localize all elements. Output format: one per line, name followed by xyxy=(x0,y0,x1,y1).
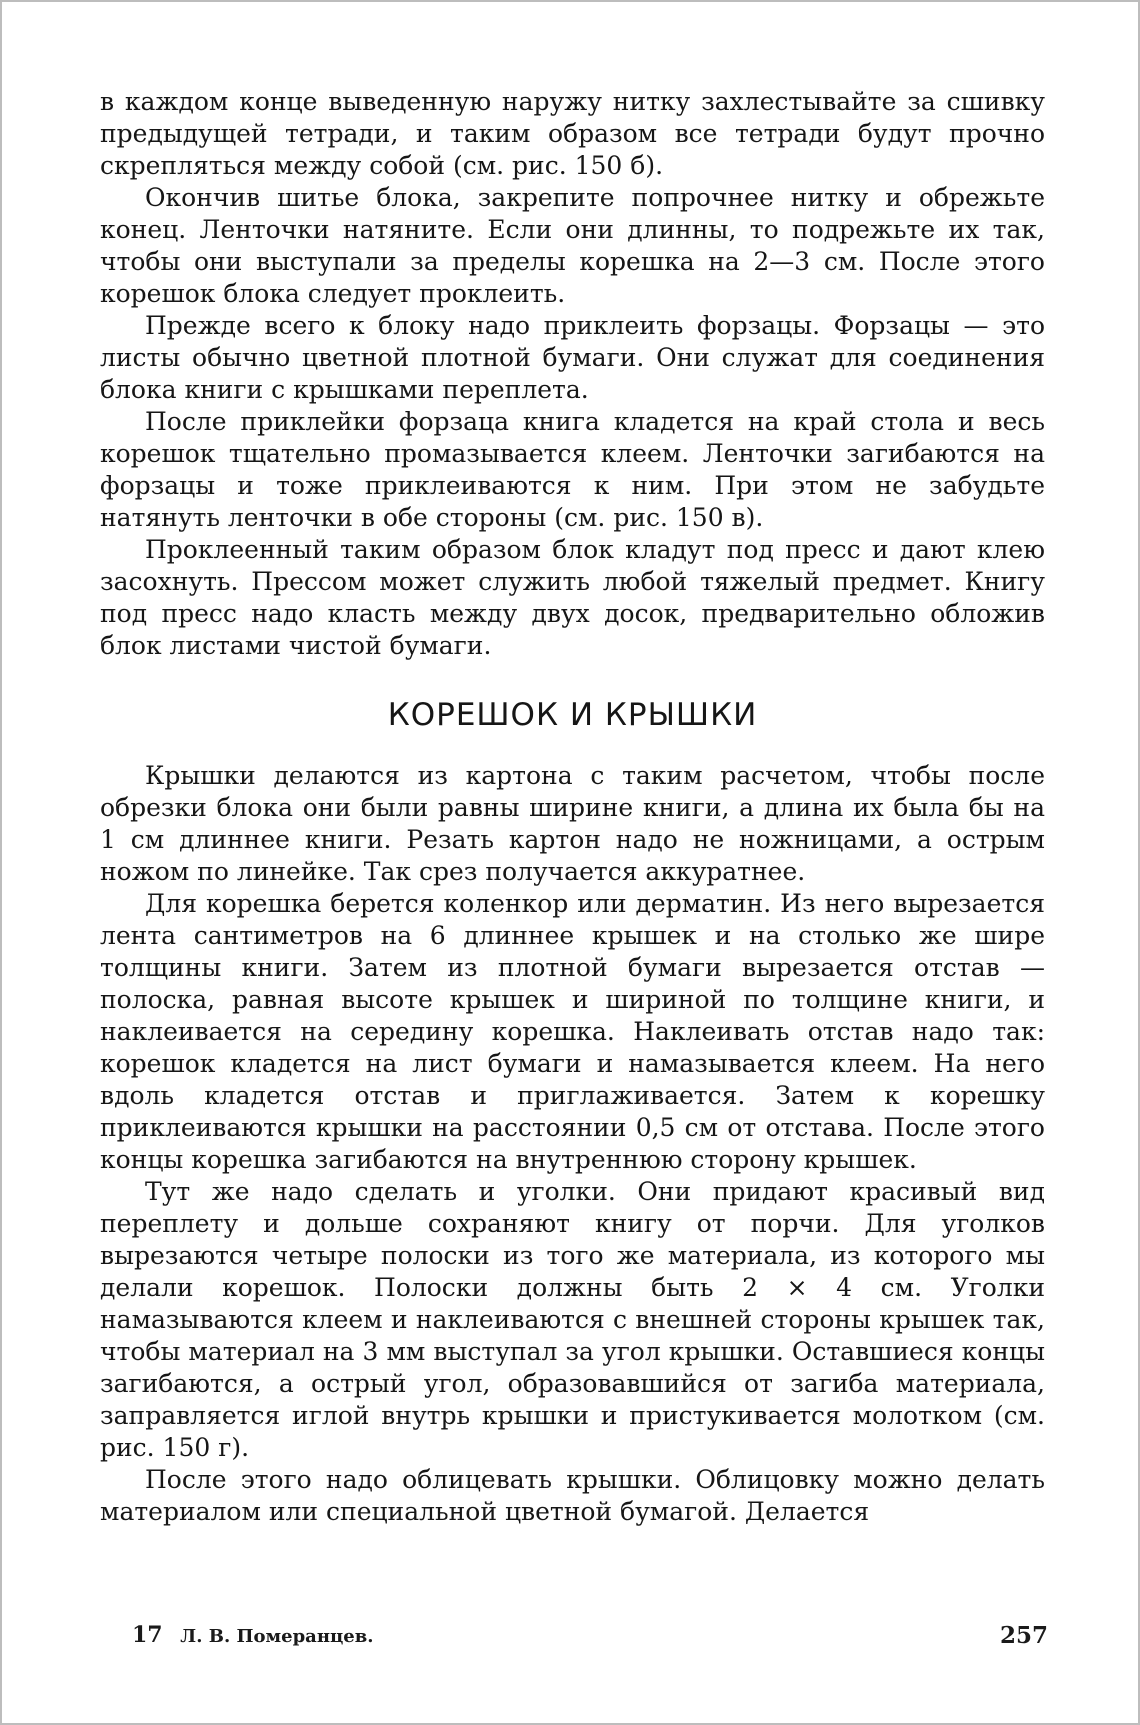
paragraph: После приклейки форзаца книга кладется на край стола и весь корешок тщательно промазывается клеем. Ленточки загибаются на форзацы и тоже приклеиваются к ним. При этом не забудьте натянуть ленточки в обе стороны (см. рис. 150 в). xyxy=(100,407,1045,532)
page-body xyxy=(100,86,1045,1528)
paragraph: Окончив шитье блока, закрепите попрочнее нитку и обрежьте конец. Ленточки натяните. Если они длинны, то подрежьте их так, чтобы они выступали за пределы корешка на 2—3 см. После этого корешок блока следует проклеить. xyxy=(100,183,1045,308)
section-heading: КОРЕШОК И КРЫШКИ xyxy=(387,697,758,733)
paragraph: После этого надо облицевать крышки. Облицовку можно делать материалом или специальной цветной бумагой. Делается xyxy=(100,1465,1045,1526)
paragraph-continued: в каждом конце выведенную наружу нитку захлестывайте за сшивку предыдущей тетради, и таким образом все тетради будут прочно скрепляться между собой (см. рис. 150 б). xyxy=(100,87,1045,180)
paragraph: Проклеенный таким образом блок кладут под пресс и дают клею засохнуть. Прессом может служить любой тяжелый предмет. Книгу под пресс надо класть между двух досок, предварительно обложив блок листами чистой бумаги. xyxy=(100,535,1045,660)
paragraph: Для корешка берется коленкор или дерматин. Из него вырезается лента сантиметров на 6 длиннее крышек и на столько же шире толщины книги. Затем из плотной бумаги вырезается отстав — полоска, равная высоте крышек и шириной по толщине книги, и наклеивается на середину корешка. Наклеивать отстав надо так: корешок кладется на лист бумаги и намазывается клеем. На него вдоль кладется отстав и приглаживается. Затем к корешку приклеиваются крышки на расстоянии 0,5 см от отстава. После этого концы корешка загибаются на внутреннюю сторону крышек. xyxy=(100,889,1045,1174)
paragraph: Крышки делаются из картона с таким расчетом, чтобы после обрезки блока они были равны ширине книги, а длина их была бы на 1 см длиннее книги. Резать картон надо не ножницами, а острым ножом по линейке. Так срез получается аккуратнее. xyxy=(100,761,1045,886)
page-number: 257 xyxy=(1000,1622,1049,1649)
signature-author: Л. В. Померанцев. xyxy=(180,1626,374,1647)
signature-number: 17 xyxy=(132,1622,163,1648)
paragraph: Прежде всего к блоку надо приклеить форзацы. Форзацы — это листы обычно цветной плотной бумаги. Они служат для соединения блока книги с крышками переплета. xyxy=(100,311,1045,404)
footer-signature xyxy=(132,1622,374,1648)
paragraph: Тут же надо сделать и уголки. Они придают красивый вид переплету и дольше сохраняют книгу от порчи. Для уголков вырезаются четыре полоски из того же материала, из которого мы делали корешок. Полоски должны быть 2 × 4 см. Уголки намазываются клеем и наклеиваются с внешней стороны крышек так, чтобы материал на 3 мм выступал за угол крышки. Оставшиеся концы загибаются, а острый угол, образовавшийся от загиба материала, заправляется иглой внутрь крышки и пристукивается молотком (см. рис. 150 г). xyxy=(100,1177,1045,1462)
